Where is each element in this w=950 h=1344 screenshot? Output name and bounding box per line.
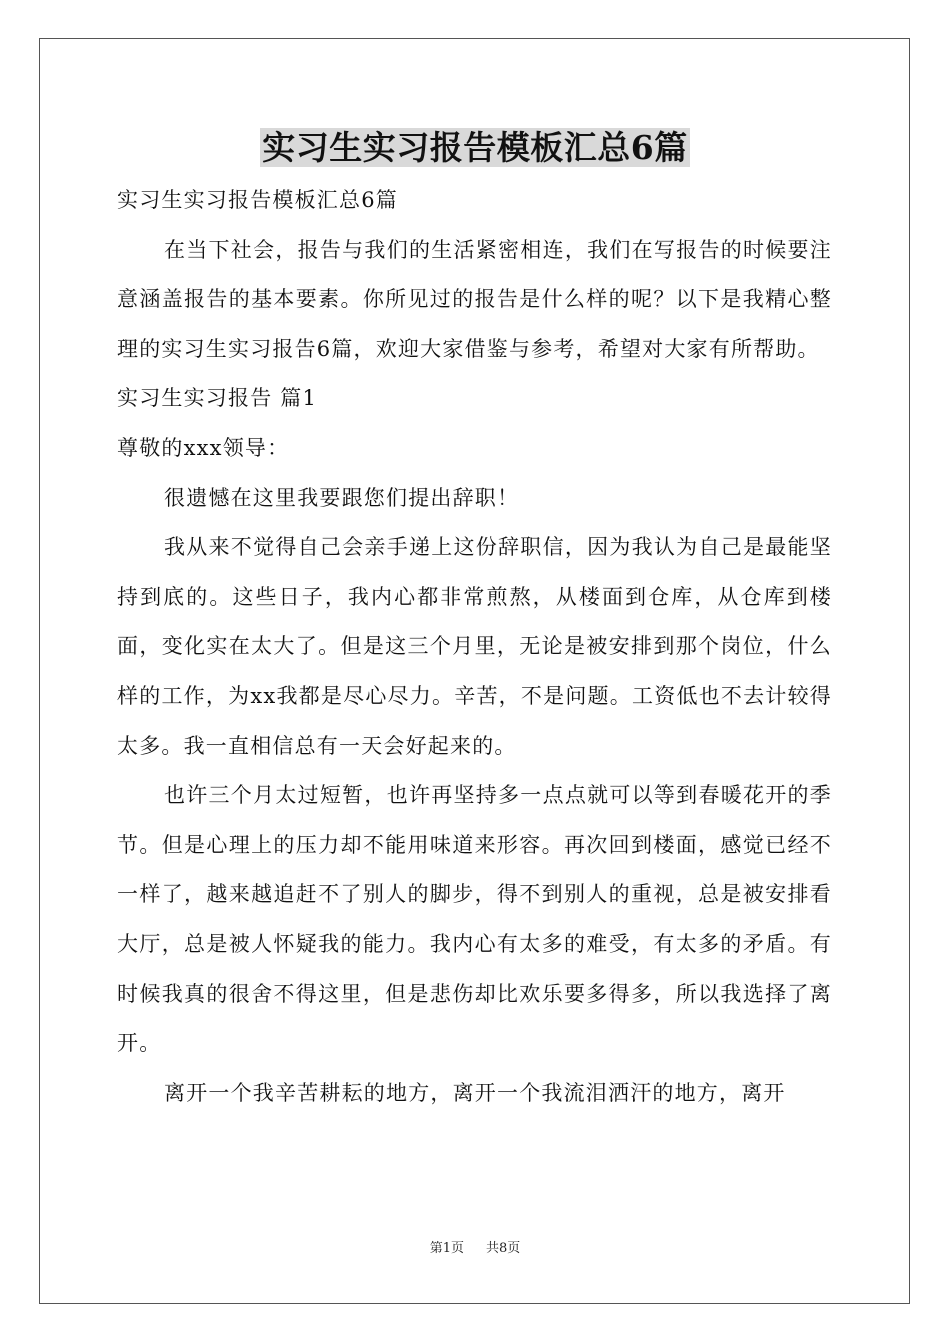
document-title-text: 实习生实习报告模板汇总6篇 bbox=[262, 128, 688, 167]
page-number: 第1页 bbox=[429, 1241, 464, 1256]
page-total: 共8页 bbox=[486, 1241, 521, 1256]
paragraph-intro: 在当下社会，报告与我们的生活紧密相连，我们在写报告的时候要注意涵盖报告的基本要素。你所见过的报告是什么样的呢？以下是我精心整理的实习生实习报告6篇，欢迎大家借鉴与参考，希望对大家有所帮助。 bbox=[117, 237, 832, 361]
page-footer bbox=[0, 1240, 950, 1258]
salutation: 尊敬的xxx领导： bbox=[117, 435, 290, 460]
document-body bbox=[117, 176, 832, 1118]
paragraph-body: 我从来不觉得自己会亲手递上这份辞职信，因为我认为自己是最能坚持到底的。这些日子，我内心都非常煎熬，从楼面到仓库，从仓库到楼面，变化实在太大了。但是这三个月里，无论是被安排到那个岗位，什么样的工作，为xx我都是尽心尽力。辛苦，不是问题。工资低也不去计较得太多。我一直相信总有一天会好起来的。 bbox=[117, 535, 832, 758]
paragraph-subtitle: 实习生实习报告模板汇总6篇 bbox=[117, 188, 398, 212]
section-heading: 实习生实习报告 篇1 bbox=[117, 386, 318, 411]
paragraph-body: 很遗憾在这里我要跟您们提出辞职！ bbox=[164, 485, 520, 510]
paragraph-body: 离开一个我辛苦耕耘的地方，离开一个我流泪洒汗的地方，离开 bbox=[164, 1080, 786, 1105]
document-title bbox=[0, 124, 950, 172]
paragraph-body: 也许三个月太过短暂，也许再坚持多一点点就可以等到春暖花开的季节。但是心理上的压力却不能用味道来形容。再次回到楼面，感觉已经不一样了，越来越追赶不了别人的脚步，得不到别人的重视，总是被安排看大厅，总是被人怀疑我的能力。我内心有太多的难受，有太多的矛盾。有时候我真的很舍不得这里，但是悲伤却比欢乐要多得多，所以我选择了离开。 bbox=[117, 783, 832, 1056]
